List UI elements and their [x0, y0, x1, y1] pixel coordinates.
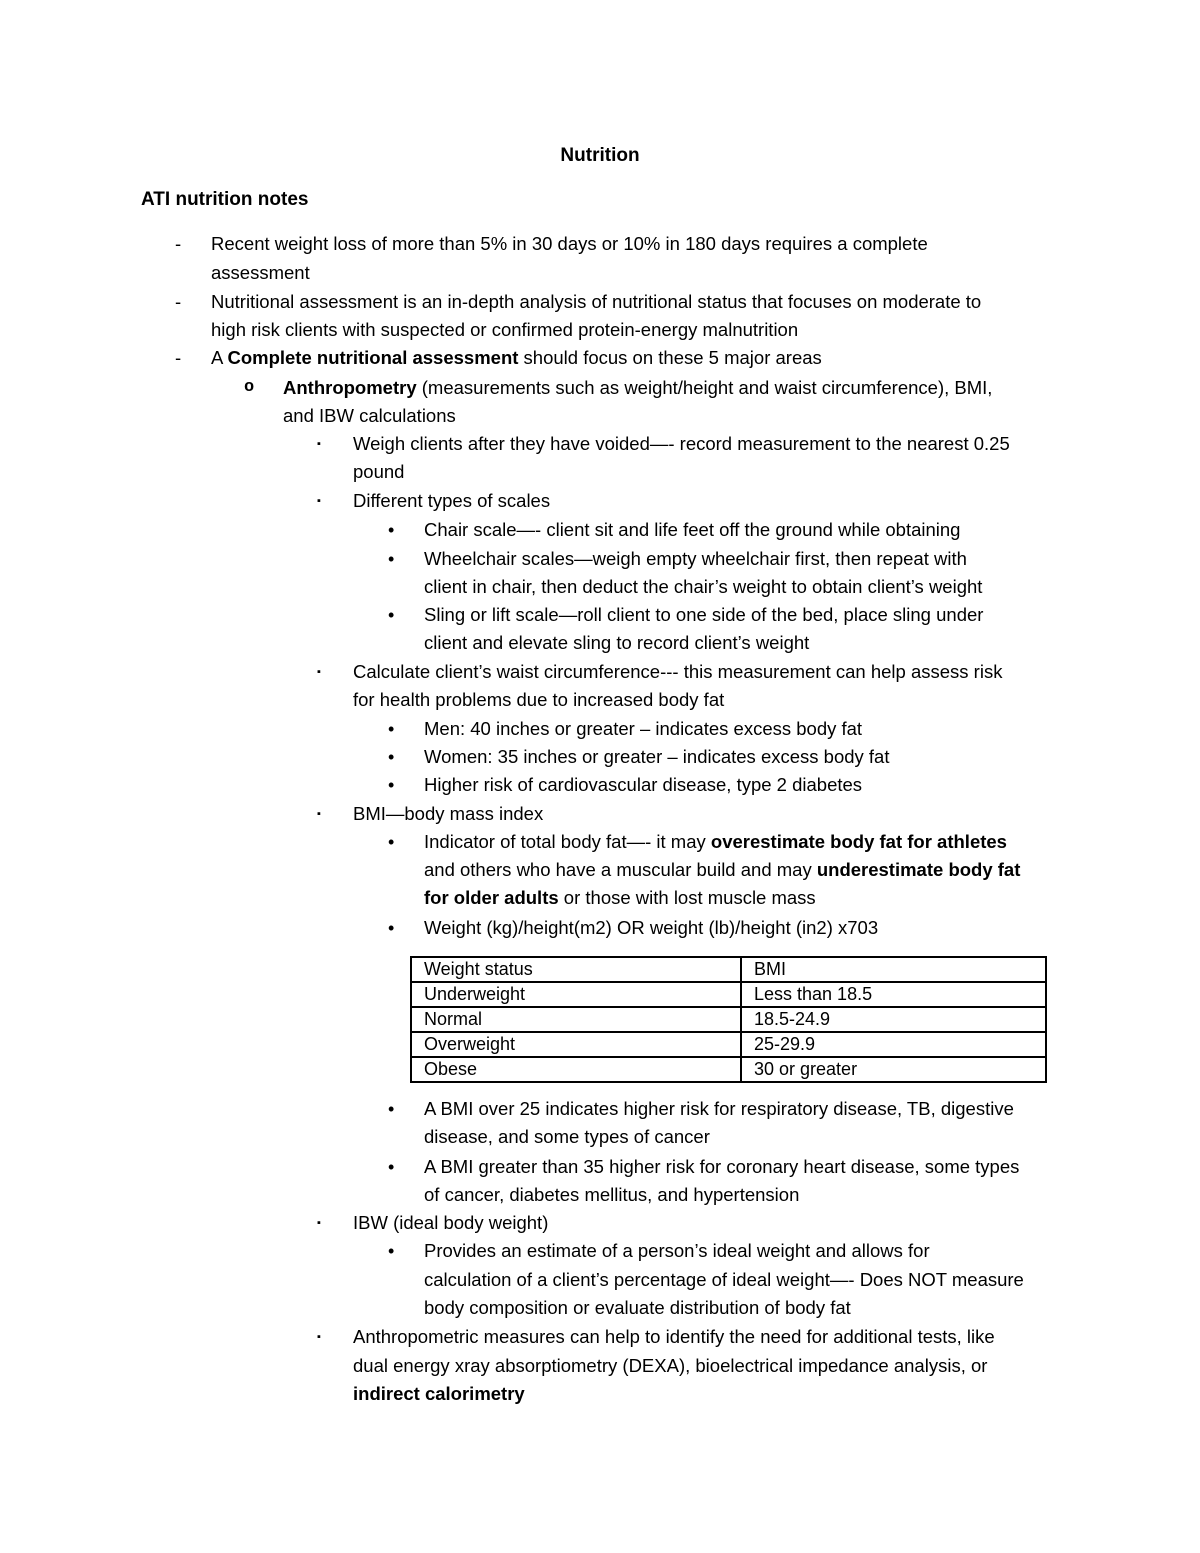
table-cell: Less than 18.5 [741, 982, 1046, 1007]
bmi-table [410, 956, 1047, 1083]
square-marker: ▪ [317, 808, 321, 820]
list-item: IBW (ideal body weight) [353, 1212, 549, 1233]
table-cell: 25-29.9 [741, 1032, 1046, 1057]
list-item: Nutritional assessment is an in-depth analysis of nutritional status that focuses on moderate to [211, 291, 982, 312]
list-item: A BMI over 25 indicates higher risk for respiratory disease, TB, digestive [424, 1098, 1014, 1119]
dot-marker: • [388, 775, 395, 795]
list-item: Indicator of total body fat—- it may overestimate body fat for athletes [424, 831, 1007, 852]
table-row [411, 1007, 1046, 1032]
circle-marker: o [244, 378, 255, 397]
table-cell: 18.5-24.9 [741, 1007, 1046, 1032]
list-item-cont: calculation of a client’s percentage of ideal weight—- Does NOT measure [424, 1269, 1024, 1290]
list-item: Anthropometric measures can help to identify the need for additional tests, like [353, 1326, 995, 1347]
table-cell: Overweight [411, 1032, 741, 1057]
list-item-cont: client and elevate sling to record client’s weight [424, 632, 810, 653]
list-item: A BMI greater than 35 higher risk for coronary heart disease, some types [424, 1156, 1020, 1177]
list-item-cont: dual energy xray absorptiometry (DEXA), bioelectrical impedance analysis, or [353, 1355, 988, 1376]
dot-marker: • [388, 520, 395, 540]
list-item-cont: indirect calorimetry [353, 1383, 525, 1404]
square-marker: ▪ [317, 495, 321, 507]
page-title: Nutrition [560, 145, 640, 166]
list-item-cont: body composition or evaluate distribution of body fat [424, 1297, 851, 1318]
list-item: Sling or lift scale—roll client to one side of the bed, place sling under [424, 604, 984, 625]
list-item-cont: of cancer, diabetes mellitus, and hypertension [424, 1184, 800, 1205]
square-marker: ▪ [317, 1331, 321, 1343]
list-item: Weight (kg)/height(m2) OR weight (lb)/height (in2) x703 [424, 917, 879, 938]
table-row [411, 982, 1046, 1007]
dot-marker: • [388, 605, 395, 625]
square-marker: ▪ [317, 1217, 321, 1229]
list-item: Different types of scales [353, 490, 551, 511]
list-item-cont: for health problems due to increased body fat [353, 689, 725, 710]
list-item: BMI—body mass index [353, 803, 544, 824]
list-item-cont: client in chair, then deduct the chair’s weight to obtain client’s weight [424, 576, 983, 597]
square-marker: ▪ [317, 438, 321, 450]
dot-marker: • [388, 549, 395, 569]
list-item: Recent weight loss of more than 5% in 30 days or 10% in 180 days requires a complete [211, 233, 928, 254]
list-item-cont: for older adults or those with lost muscle mass [424, 887, 816, 908]
list-item: Women: 35 inches or greater – indicates excess body fat [424, 746, 890, 767]
list-item-cont: disease, and some types of cancer [424, 1126, 710, 1147]
list-item-cont: pound [353, 461, 405, 482]
list-item: Men: 40 inches or greater – indicates excess body fat [424, 718, 863, 739]
dash-marker: - [175, 233, 182, 254]
dot-marker: • [388, 832, 395, 852]
list-item: Chair scale—- client sit and life feet off the ground while obtaining [424, 519, 961, 540]
table-cell: Underweight [411, 982, 741, 1007]
dot-marker: • [388, 1157, 395, 1177]
list-item-cont: assessment [211, 262, 310, 283]
list-item-cont: and IBW calculations [283, 405, 456, 426]
square-marker: ▪ [317, 666, 321, 678]
dot-marker: • [388, 1241, 395, 1261]
dash-marker: - [175, 347, 182, 368]
list-item: A Complete nutritional assessment should focus on these 5 major areas [211, 347, 822, 368]
list-item-cont: high risk clients with suspected or confirmed protein-energy malnutrition [211, 319, 799, 340]
table-row [411, 1032, 1046, 1057]
table-cell: 30 or greater [741, 1057, 1046, 1082]
list-item: Wheelchair scales—weigh empty wheelchair first, then repeat with [424, 548, 967, 569]
table-header-cell: Weight status [411, 957, 741, 982]
list-item: Weigh clients after they have voided—- record measurement to the nearest 0.25 [353, 433, 1010, 454]
dot-marker: • [388, 747, 395, 767]
dash-marker: - [175, 291, 182, 312]
section-heading: ATI nutrition notes [141, 189, 309, 210]
list-item-anthropometry: Anthropometry (measurements such as weight/height and waist circumference), BMI, [283, 377, 993, 398]
list-item: Higher risk of cardiovascular disease, type 2 diabetes [424, 774, 863, 795]
table-header-cell: BMI [741, 957, 1046, 982]
dot-marker: • [388, 1099, 395, 1119]
list-item-cont: and others who have a muscular build and may underestimate body fat [424, 859, 1021, 880]
table-cell: Obese [411, 1057, 741, 1082]
table-header-row [411, 957, 1046, 982]
table-cell: Normal [411, 1007, 741, 1032]
dot-marker: • [388, 719, 395, 739]
list-item: Calculate client’s waist circumference--- this measurement can help assess risk [353, 661, 1003, 682]
list-item: Provides an estimate of a person’s ideal weight and allows for [424, 1240, 930, 1261]
dot-marker: • [388, 918, 395, 938]
table-row [411, 1057, 1046, 1082]
